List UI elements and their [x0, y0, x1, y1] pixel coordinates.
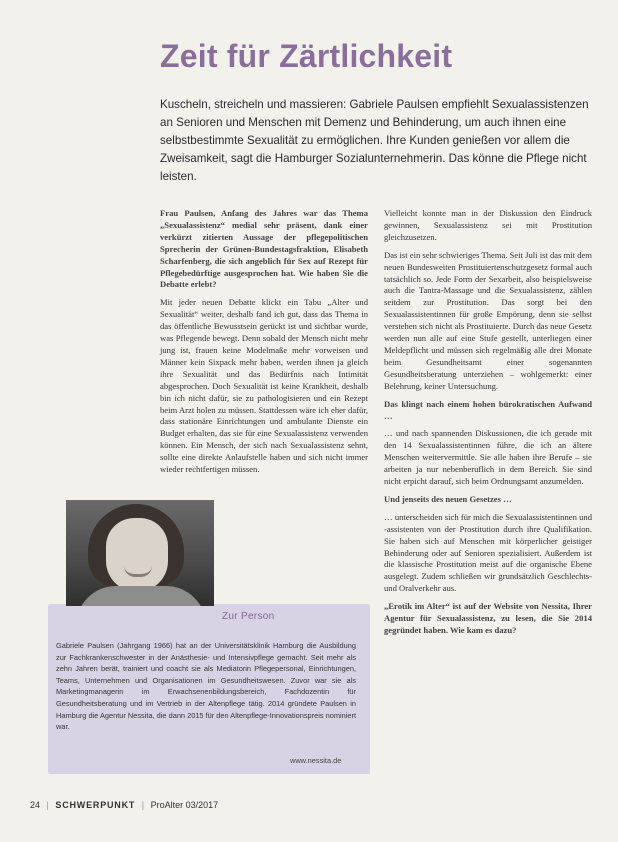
- interview-answer: Mit jeder neuen Debatte klickt ein Tabu „Alter und Sexualität“ weiter, deshalb fand ich gut, dass das Thema in das öffentliche Bewusstsein gerückt ist und sichtbar wurde, was Pflegende bewegt. Denn sobald der Mensch nicht mehr jung ist, frauen keine Modelmaße mehr vorweisen und Männer kein Sixpack mehr haben, werden ihnen ja gleich ihre Sexualität und das Bedürfnis nach Intimität abgesprochen. Doch Sexualität ist keine Krankheit, deshalb bin ich nicht dafür, sie zu pathologisieren und ein Rezept beim Arzt holen zu müssen. Stattdessen wäre ich eher dafür, dass stationäre Einrichtungen und ambulante Dienste ein Budget erhalten, das sie für eine Sexualassistenz verwenden können. Ein Mensch, der sich nach Sexualassistenz sehnt, sollte eine direkte Anlaufstelle haben und sich nicht immer wieder rechtfertigen müssen.: [160, 297, 368, 475]
- bio-website-link[interactable]: www.nessita.de: [290, 756, 342, 765]
- interview-question: „Erotik im Alter“ ist auf der Website von Nessita, Ihrer Agentur für Sexualassistenz, zu lesen, die Sie 2014 gegründet haben. Wie kam es dazu?: [384, 601, 592, 635]
- footer-divider: |: [141, 800, 145, 810]
- interview-question: Frau Paulsen, Anfang des Jahres war das Thema „Sexualassistenz“ medial sehr präsent, dank einer verkürzt zitierten Aussage der pflegepolitischen Sprecherin der Grünen-Bundestagsfraktion, Elisabeth Scharfenberg, die sich angeblich für Sex auf Rezept für Pflegebedürftige ausgesprochen hat. Wie haben Sie die Debatte erlebt?: [160, 208, 368, 290]
- interview-answer: Das ist ein sehr schwieriges Thema. Seit Juli ist das mit dem neuen Bundesweiten Prostituiertenschutzgesetz formal auch tatsächlich so. Jede Form der Sexarbeit, also beispielsweise auch die Tantra-Massage und die Sexualassistenz, zählen seitdem zur Prostitution. Das sorgt bei den Sexualassistentinnen für große Empörung, denn sie selbst verstehen sich nicht als Prostituierte. Durch das neue Gesetz werden nun alle auf eine Stufe gestellt, unterliegen einer Meldepflicht und müssen sich regelmäßig alle drei Monate beim Gesundheitsamt einer sogenannten Gesundheitsberatung unterziehen – wohlgemerkt: einer Belehrung, keiner Untersuchung.: [384, 249, 592, 391]
- interview-answer: … unterscheiden sich für mich die Sexualassistentinnen und -assistenten von der Prostitution durch ihre Qualifikation. Sie haben sich auf Menschen mit körperlicher geistiger Behinderung oder auf Senioren spezialisiert. Außerdem ist die klassische Prostitution meist auf die organische Ebene ausgelegt. Zudem schließen wir grundsätzlich Geschlechts- und Oralverkehr aus.: [384, 511, 592, 594]
- footer-divider: |: [46, 800, 49, 810]
- issue-label: ProAlter 03/2017: [150, 800, 219, 810]
- article-title: Zeit für Zärtlichkeit: [160, 38, 453, 74]
- page-footer: [30, 800, 218, 810]
- interview-question: Und jenseits des neuen Gesetzes …: [384, 493, 512, 504]
- bio-text: Gabriele Paulsen (Jahrgang 1966) hat an der Universitätsklinik Hamburg die Ausbildung zur Fachkrankenschwester in der Anästhesie- und Intensivpflege gemacht. Seit mehr als zehn Jahren berät, trainiert und coacht sie als Mediatorin Pflegepersonal, Einrichtungen, Teams, Unternehmen und Organisationen im Gesundheitswesen. Zuvor war sie als Marketingmanagerin im Erwachsenenbildungsbereich, Fachdozentin für Gesundheitsberatung und im Vertrieb in der Altenpflege tätig. 2014 gründete Paulsen in Hamburg die Agentur Nessita, die dann 2015 für den Altenpflege-Innovationspreis nominiert war.: [56, 641, 356, 732]
- interview-answer: Vielleicht konnte man in der Diskussion den Eindruck gewinnen, Sexualassistenz sei mit Prostitution gleichzusetzen.: [384, 208, 592, 242]
- portrait-photo: [66, 500, 214, 606]
- article-lead: Kuscheln, streicheln und massieren: Gabriele Paulsen empfiehlt Sexualassistenzen an Senioren und Menschen mit Demenz und Behinderung, um auch ihnen eine selbstbestimmte Sexualität zu ermöglichen. Ihre Kunden genießen vor allem die Zweisamkeit, sagt die Hamburger Sozialunternehmerin. Das könne die Pflege nicht leisten.: [160, 98, 589, 183]
- article-column-left: [160, 208, 368, 482]
- page-number: 24: [30, 800, 41, 810]
- interview-answer: … und nach spannenden Diskussionen, die ich gerade mit den 14 Sexualassistentinnen führe, die ich an ältere Menschen weitervermittle. Sie alle haben ihre Berufe – sie arbeiten ja nur nebenberuflich in dem Bereich. Sie sind nicht erpicht darauf, sich beim Ordnungsamt anzumelden.: [384, 428, 592, 487]
- portrait-face: [106, 518, 168, 592]
- article-column-right: [384, 208, 592, 643]
- section-name: SCHWERPUNKT: [55, 800, 136, 810]
- interview-question: Das klingt nach einem hohen bürokratischen Aufwand …: [384, 398, 592, 421]
- portrait-body: [76, 586, 206, 606]
- bio-heading: Zur Person: [222, 611, 275, 622]
